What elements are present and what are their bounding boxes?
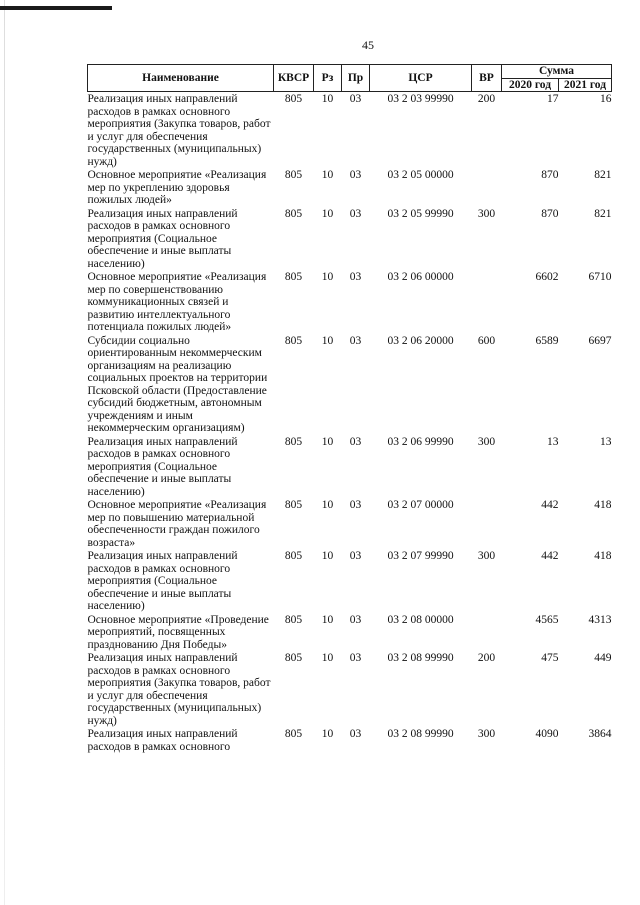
cell-pr: 03 <box>349 728 362 740</box>
cell-kvsr: 805 <box>284 271 303 283</box>
cell-y2021: 6710 <box>588 271 612 283</box>
header-pr: Пр <box>342 65 370 92</box>
cell-vr: 200 <box>477 652 496 664</box>
cell-csr: 03 2 08 99990 <box>387 652 454 664</box>
cell-vr: 300 <box>477 550 496 562</box>
table-row <box>88 334 612 435</box>
cell-kvsr: 805 <box>284 613 303 626</box>
cell-csr: 03 2 06 99990 <box>387 435 454 448</box>
cell-y2021: 449 <box>594 652 612 664</box>
cell-name: Основное мероприятие «Реализация мер по повышению материальной обеспеченности граждан пожилого возраста» <box>87 499 267 549</box>
cell-y2020: 13 <box>547 435 559 448</box>
cell-rz: 10 <box>321 93 334 105</box>
cell-kvsr: 805 <box>284 499 303 511</box>
cell-name: Субсидии социально ориентированным некоммерческим организациям на реализацию социальных проектов на территории Псковской области (Предоставление субсидий бюджетным, автономным учреждениям и иным некоммерческим организациям) <box>87 334 268 434</box>
cell-rz: 10 <box>321 550 334 562</box>
cell-y2021: 3864 <box>588 728 612 740</box>
cell-rz: 10 <box>321 728 334 740</box>
cell-pr: 03 <box>349 93 362 105</box>
cell-name: Реализация иных направлений расходов в рамках основного мероприятия (Закупка товаров, работ и услуг для обеспечения государственных (муниципальных) нужд) <box>87 93 271 168</box>
cell-csr: 03 2 03 99990 <box>387 93 454 105</box>
cell-kvsr: 805 <box>284 207 303 220</box>
cell-rz: 10 <box>321 169 334 181</box>
cell-name: Основное мероприятие «Проведение мероприятий, посвященных празднованию Дня Победы» <box>87 613 269 651</box>
cell-y2021: 4313 <box>588 613 612 626</box>
cell-pr: 03 <box>349 652 362 664</box>
cell-pr: 03 <box>349 550 362 562</box>
table-row <box>88 498 612 549</box>
header-name: Наименование <box>88 65 274 92</box>
scan-edge <box>4 0 5 905</box>
header-kvsr: КВСР <box>274 65 314 92</box>
cell-vr: 300 <box>477 728 496 740</box>
cell-kvsr: 805 <box>284 169 303 181</box>
table-body <box>88 92 612 754</box>
cell-rz: 10 <box>321 499 334 511</box>
scan-mark <box>0 6 112 10</box>
header-rz: Рз <box>314 65 342 92</box>
cell-csr: 03 2 06 20000 <box>387 334 454 347</box>
cell-rz: 10 <box>321 207 334 220</box>
cell-name: Реализация иных направлений расходов в рамках основного мероприятия (Социальное обеспечение и иные выплаты населению) <box>87 550 238 612</box>
cell-csr: 03 2 06 00000 <box>387 271 454 283</box>
cell-vr <box>472 613 502 652</box>
table-row <box>88 651 612 727</box>
table-row <box>88 207 612 271</box>
cell-name: Реализация иных направлений расходов в рамках основного мероприятия (Закупка товаров, работ и услуг для обеспечения государственных (муниципальных) нужд) <box>87 652 271 727</box>
cell-csr: 03 2 05 99990 <box>387 207 454 220</box>
cell-name: Основное мероприятие «Реализация мер по совершенствованию коммуникационных связей и развитию интеллектуального потенциала пожилых людей» <box>87 271 267 333</box>
cell-name: Основное мероприятие «Реализация мер по укреплению здоровья пожилых людей» <box>87 169 267 206</box>
cell-kvsr: 805 <box>284 334 303 347</box>
cell-y2020: 6589 <box>535 334 559 347</box>
cell-name: Реализация иных направлений расходов в рамках основного <box>87 728 238 753</box>
cell-y2021: 13 <box>600 435 612 448</box>
cell-vr: 600 <box>477 334 496 347</box>
cell-pr: 03 <box>349 499 362 511</box>
cell-rz: 10 <box>321 334 334 347</box>
cell-vr <box>472 498 502 549</box>
cell-pr: 03 <box>349 207 362 220</box>
cell-y2020: 870 <box>541 207 559 220</box>
cell-name: Реализация иных направлений расходов в рамках основного мероприятия (Социальное обеспечение и иные выплаты населению) <box>87 207 238 270</box>
cell-vr <box>472 168 502 207</box>
cell-y2021: 16 <box>600 93 612 105</box>
cell-csr: 03 2 07 99990 <box>387 550 454 562</box>
cell-kvsr: 805 <box>284 93 303 105</box>
cell-y2020: 4090 <box>535 728 559 740</box>
cell-y2020: 6602 <box>535 271 559 283</box>
cell-vr: 300 <box>477 207 496 220</box>
table-row <box>88 613 612 652</box>
table-row <box>88 549 612 613</box>
header-year-2021: 2021 год <box>559 78 612 92</box>
cell-pr: 03 <box>349 435 362 448</box>
cell-kvsr: 805 <box>284 652 303 664</box>
cell-csr: 03 2 05 00000 <box>387 169 454 181</box>
budget-table <box>87 64 612 753</box>
cell-vr: 200 <box>477 93 496 105</box>
page-number: 45 <box>362 38 374 52</box>
cell-y2020: 17 <box>547 93 559 105</box>
header-vr: ВР <box>472 65 502 92</box>
cell-name: Реализация иных направлений расходов в рамках основного мероприятия (Социальное обеспечение и иные выплаты населению) <box>87 435 238 498</box>
header-csr: ЦСР <box>370 65 472 92</box>
cell-csr: 03 2 08 00000 <box>387 613 454 626</box>
cell-kvsr: 805 <box>284 550 303 562</box>
cell-rz: 10 <box>321 652 334 664</box>
table-row <box>88 435 612 499</box>
cell-vr: 300 <box>477 435 496 448</box>
table-row <box>88 92 612 169</box>
cell-y2021: 6697 <box>588 334 612 347</box>
table-row <box>88 168 612 207</box>
cell-y2021: 821 <box>594 169 612 181</box>
cell-y2020: 475 <box>541 652 559 664</box>
cell-y2021: 418 <box>594 499 612 511</box>
table-row <box>88 727 612 753</box>
cell-y2020: 4565 <box>535 613 559 626</box>
cell-y2020: 870 <box>541 169 559 181</box>
cell-pr: 03 <box>349 169 362 181</box>
cell-kvsr: 805 <box>284 435 303 448</box>
cell-y2021: 821 <box>594 207 612 220</box>
cell-rz: 10 <box>321 271 334 283</box>
cell-csr: 03 2 07 00000 <box>387 499 454 511</box>
header-sum: Сумма <box>502 65 612 79</box>
cell-rz: 10 <box>321 435 334 448</box>
cell-rz: 10 <box>321 613 334 626</box>
cell-kvsr: 805 <box>284 728 303 740</box>
cell-pr: 03 <box>349 271 362 283</box>
header-year-2020: 2020 год <box>502 78 559 92</box>
cell-pr: 03 <box>349 613 362 626</box>
cell-csr: 03 2 08 99990 <box>387 728 454 740</box>
cell-y2021: 418 <box>594 550 612 562</box>
cell-y2020: 442 <box>541 550 559 562</box>
table-row <box>88 270 612 334</box>
cell-pr: 03 <box>349 334 362 347</box>
cell-y2020: 442 <box>541 499 559 511</box>
cell-vr <box>472 270 502 334</box>
